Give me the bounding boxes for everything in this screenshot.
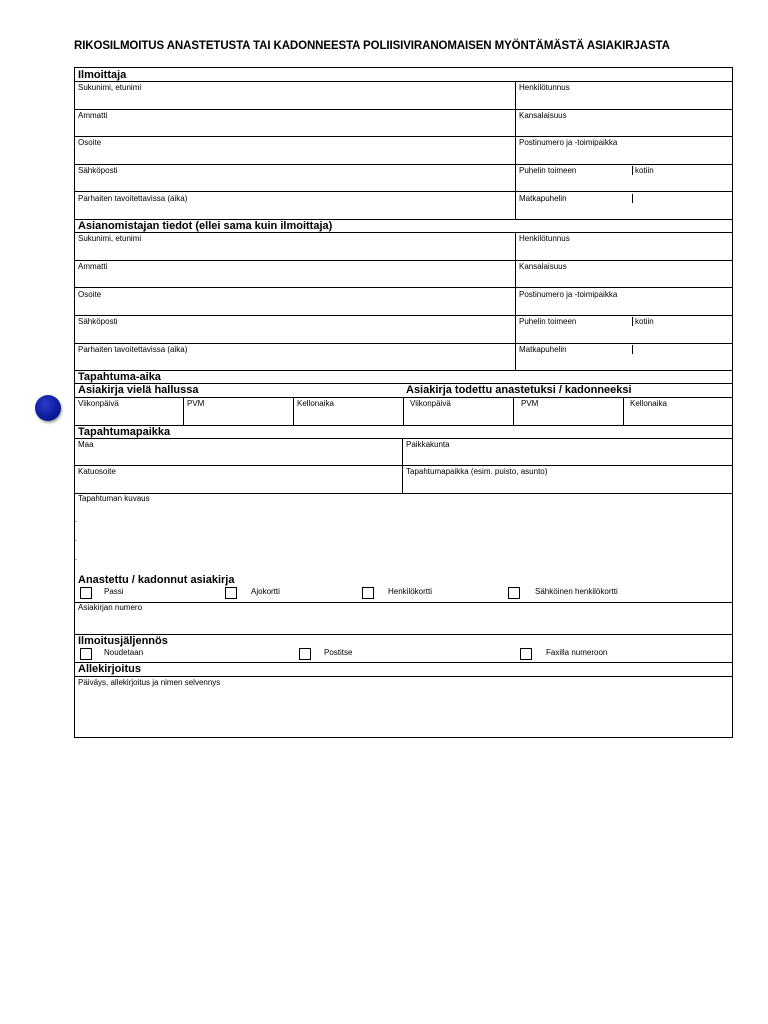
section-heading-ilmoittaja: Ilmoittaja — [78, 69, 127, 81]
field-owner-mobile[interactable]: Matkapuhelin — [519, 345, 567, 354]
option-sahkoinen-henkilokortti: Sähköinen henkilökortti — [535, 587, 618, 596]
field-held-date[interactable]: PVM — [187, 399, 205, 408]
report-form — [74, 67, 733, 738]
field-email[interactable]: Sähköposti — [78, 166, 118, 175]
subheading-found-missing: Asiakirja todettu anastetuksi / kadonneeksi — [406, 384, 632, 396]
field-street[interactable]: Katuosoite — [78, 467, 116, 476]
field-owner-address[interactable]: Osoite — [78, 290, 102, 299]
field-document-number[interactable]: Asiakirjan numero — [78, 603, 143, 612]
option-noudetaan: Noudetaan — [104, 648, 144, 657]
section-heading-tapahtuma-aika: Tapahtuma-aika — [78, 371, 161, 383]
field-missing-weekday[interactable]: Viikonpäivä — [410, 399, 451, 408]
section-heading-asianomistaja: Asianomistajan tiedot (ellei sama kuin ilmoittaja) — [78, 220, 333, 232]
postitse-checkbox[interactable] — [299, 648, 311, 660]
field-held-time[interactable]: Kellonaika — [297, 399, 334, 408]
field-owner-reachable[interactable]: Parhaiten tavoitettavissa (aika) — [78, 345, 188, 354]
field-owner-ssn[interactable]: Henkilötunnus — [519, 234, 570, 243]
field-place[interactable]: Tapahtumapaikka (esim. puisto, asunto) — [406, 467, 548, 476]
form-title: RIKOSILMOITUS ANASTETUSTA TAI KADONNEESTA POLIISIVIRANOMAISEN MYÖNTÄMÄSTÄ ASIAKIRJASTA — [74, 40, 670, 52]
field-name[interactable]: Sukunimi, etunimi — [78, 83, 142, 92]
field-phone-work[interactable]: Puhelin toimeen — [519, 166, 577, 175]
field-owner-phone-work[interactable]: Puhelin toimeen — [519, 317, 577, 326]
subheading-still-held: Asiakirja vielä hallussa — [78, 384, 199, 396]
field-missing-date[interactable]: PVM — [521, 399, 539, 408]
option-faxilla: Faxilla numeroon — [546, 648, 608, 657]
field-owner-nationality[interactable]: Kansalaisuus — [519, 262, 567, 271]
field-postal[interactable]: Postinumero ja -toimipaikka — [519, 138, 618, 147]
section-heading-jaljennos: Ilmoitusjäljennös — [78, 635, 168, 647]
field-ssn[interactable]: Henkilötunnus — [519, 83, 570, 92]
option-passi: Passi — [104, 587, 124, 596]
field-phone-home[interactable]: kotiin — [635, 166, 654, 175]
field-held-weekday[interactable]: Viikonpäivä — [78, 399, 119, 408]
option-postitse: Postitse — [324, 648, 353, 657]
noudetaan-checkbox[interactable] — [80, 648, 92, 660]
field-occupation[interactable]: Ammatti — [78, 111, 108, 120]
option-henkilokortti: Henkilökortti — [388, 587, 433, 596]
option-ajokortti: Ajokortti — [251, 587, 280, 596]
sahkoinen-henkilokortti-checkbox[interactable] — [508, 587, 520, 599]
description-line-mark: . — [75, 515, 78, 524]
faxilla-checkbox[interactable] — [520, 648, 532, 660]
field-owner-occupation[interactable]: Ammatti — [78, 262, 108, 271]
blue-circle-marker — [35, 395, 61, 421]
henkilokortti-checkbox[interactable] — [362, 587, 374, 599]
section-heading-tapahtumapaikka: Tapahtumapaikka — [78, 426, 171, 438]
field-municipality[interactable]: Paikkakunta — [406, 440, 450, 449]
field-owner-phone-home[interactable]: kotiin — [635, 317, 654, 326]
field-reachable[interactable]: Parhaiten tavoitettavissa (aika) — [78, 194, 188, 203]
field-mobile[interactable]: Matkapuhelin — [519, 194, 567, 203]
field-missing-time[interactable]: Kellonaika — [630, 399, 667, 408]
description-line-mark: . — [75, 553, 78, 562]
field-address[interactable]: Osoite — [78, 138, 102, 147]
field-signature[interactable]: Päiväys, allekirjoitus ja nimen selvennys — [78, 678, 221, 687]
passi-checkbox[interactable] — [80, 587, 92, 599]
section-heading-asiakirja: Anastettu / kadonnut asiakirja — [78, 574, 235, 586]
field-country[interactable]: Maa — [78, 440, 94, 449]
field-owner-name[interactable]: Sukunimi, etunimi — [78, 234, 142, 243]
field-owner-postal[interactable]: Postinumero ja -toimipaikka — [519, 290, 618, 299]
description-line-mark: . — [75, 534, 78, 543]
section-heading-allekirjoitus: Allekirjoitus — [78, 663, 141, 675]
field-owner-email[interactable]: Sähköposti — [78, 317, 118, 326]
ajokortti-checkbox[interactable] — [225, 587, 237, 599]
field-description[interactable]: Tapahtuman kuvaus — [78, 494, 150, 503]
field-nationality[interactable]: Kansalaisuus — [519, 111, 567, 120]
